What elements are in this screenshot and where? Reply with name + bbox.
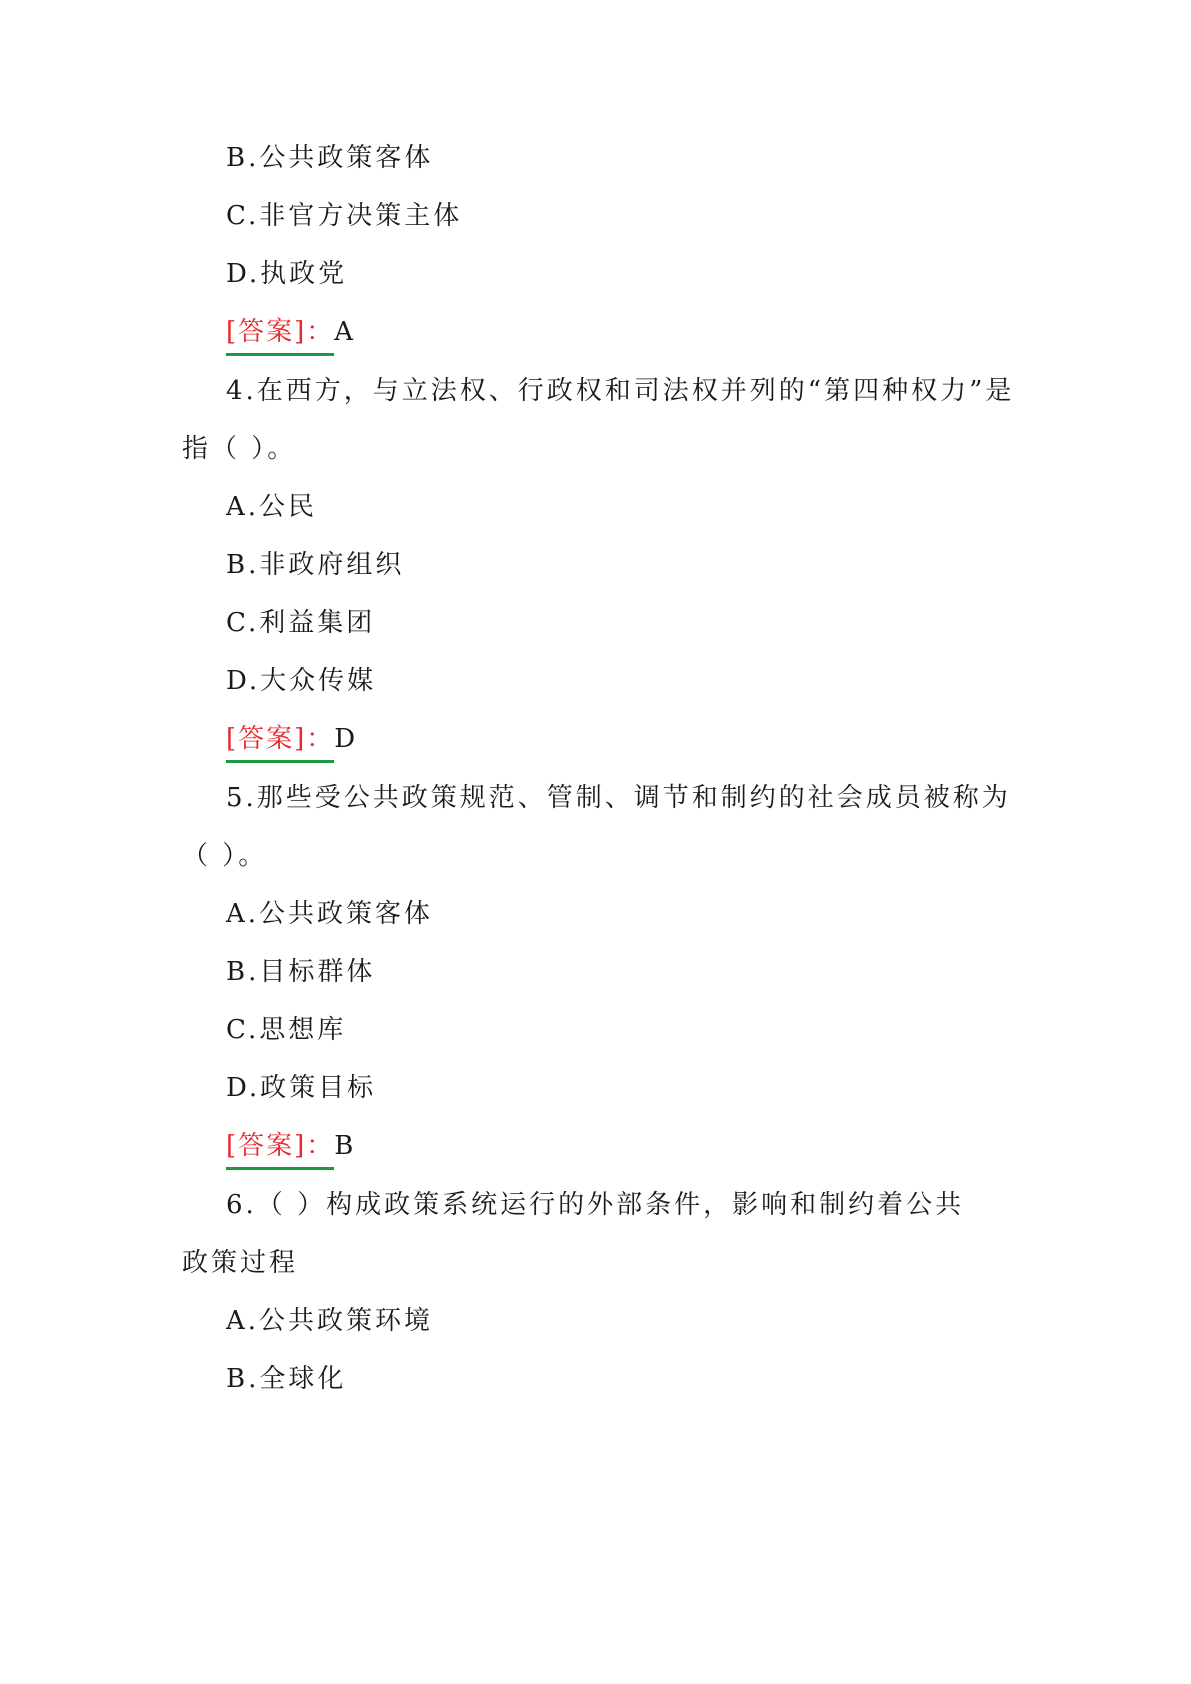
option-d-q3: D.执政党 <box>226 259 348 289</box>
option-b-q3: B.公共政策客体 <box>226 143 434 173</box>
option-b-q5: B.目标群体 <box>226 957 376 987</box>
option-c-q3: C.非官方决策主体 <box>226 201 463 231</box>
question-5-text: 5.那些受公共政策规范、管制、调节和制约的社会成员被称为 <box>226 783 1011 813</box>
question-6-continuation: 政策过程 <box>182 1248 299 1278</box>
option-d-q4: D.大众传媒 <box>226 666 377 696</box>
answer-q5 <box>226 1128 355 1164</box>
question-4-text: 4.在西方，与立法权、行政权和司法权并列的“第四种权力”是 <box>226 376 1015 406</box>
option-a-q6: A.公共政策环境 <box>226 1306 434 1336</box>
option-a-q4: A.公民 <box>226 492 318 522</box>
question-6-text: 6.（ ）构成政策系统运行的外部条件，影响和制约着公共 <box>226 1190 965 1220</box>
question-4-continuation: 指（ ）。 <box>182 434 297 464</box>
answer-value: B <box>334 1131 356 1161</box>
option-d-q5: D.政策目标 <box>226 1073 377 1103</box>
answer-label: [答案]： <box>226 1128 334 1164</box>
answer-value: D <box>334 724 358 754</box>
answer-q3 <box>226 314 355 350</box>
option-c-q4: C.利益集团 <box>226 608 376 638</box>
option-c-q5: C.思想库 <box>226 1015 347 1045</box>
option-b-q6: B.全球化 <box>226 1364 347 1394</box>
answer-q4 <box>226 721 357 757</box>
answer-value: A <box>334 317 356 347</box>
question-5-continuation: （ ）。 <box>182 841 268 871</box>
answer-label: [答案]： <box>226 314 334 350</box>
option-a-q5: A.公共政策客体 <box>226 899 434 929</box>
option-b-q4: B.非政府组织 <box>226 550 405 580</box>
answer-label: [答案]： <box>226 721 334 757</box>
